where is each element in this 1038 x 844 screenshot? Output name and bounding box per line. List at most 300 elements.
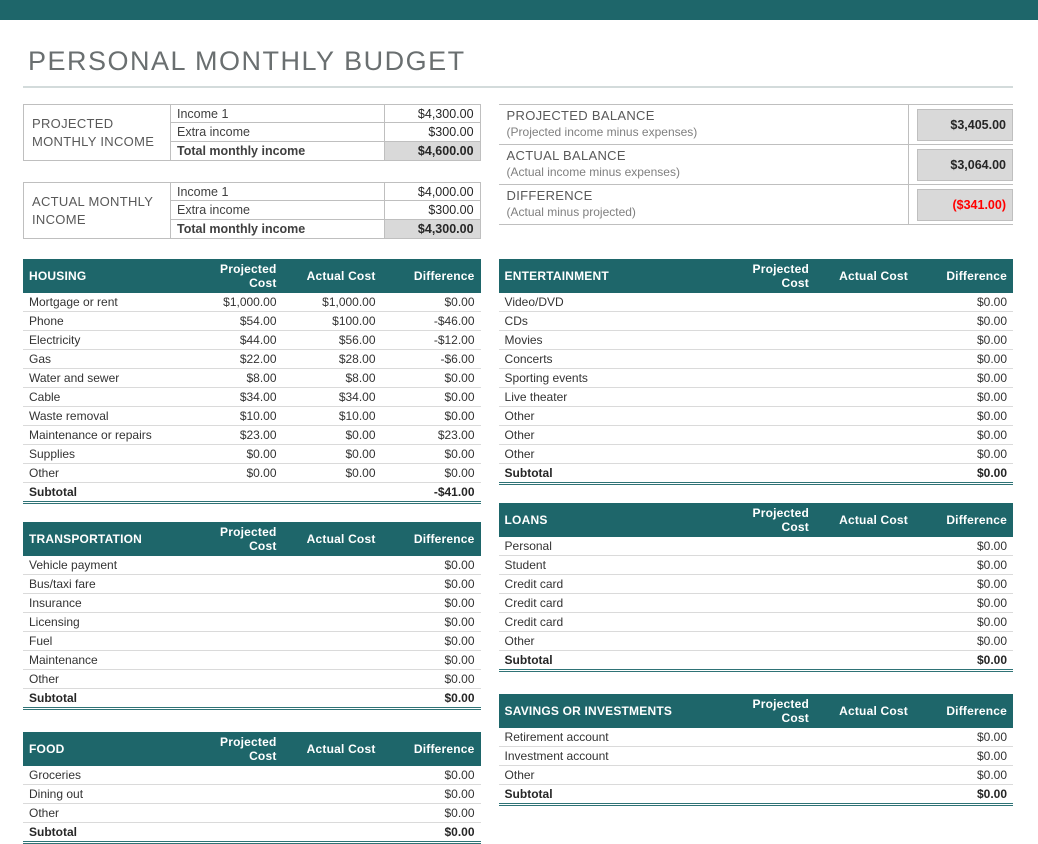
table-row [23, 594, 481, 613]
difference-cell[interactable]: $0.00 [382, 594, 481, 613]
difference-cell[interactable]: $0.00 [914, 369, 1013, 388]
table-row [499, 537, 1013, 556]
item-label-cell[interactable]: Other [499, 766, 716, 785]
subtotal-difference-cell[interactable]: $0.00 [382, 823, 481, 843]
projected-balance-value[interactable]: $3,405.00 [917, 109, 1013, 141]
subtotal-difference-cell[interactable]: -$41.00 [382, 483, 481, 503]
subtotal-row [23, 689, 481, 709]
difference-cell[interactable]: $0.00 [382, 293, 481, 312]
subtotal-difference-cell[interactable]: $0.00 [914, 464, 1013, 484]
income-label-cell[interactable]: Income 1 [171, 104, 385, 123]
projected-cost-cell[interactable] [184, 804, 283, 823]
table-row [23, 331, 481, 350]
subtotal-projected-cell[interactable] [716, 785, 815, 805]
actual-balance-value[interactable]: $3,064.00 [917, 149, 1013, 181]
item-label-cell[interactable]: Maintenance or repairs [23, 426, 184, 445]
actual-cost-cell[interactable]: $10.00 [283, 407, 382, 426]
difference-desc: (Actual minus projected) [506, 205, 636, 219]
difference-cell[interactable]: $0.00 [382, 464, 481, 483]
item-label-cell[interactable]: Other [23, 804, 184, 823]
subtotal-actual-cell[interactable] [815, 785, 914, 805]
subtotal-row [499, 464, 1013, 484]
subtotal-actual-cell[interactable] [283, 483, 382, 503]
projected-cost-cell[interactable] [716, 632, 815, 651]
column-projected-cost: Projected Cost [184, 732, 283, 766]
actual-cost-cell[interactable] [815, 426, 914, 445]
projected-cost-cell[interactable]: $23.00 [184, 426, 283, 445]
projected-income-block [23, 104, 481, 161]
column-projected-cost: Projected Cost [184, 522, 283, 556]
table-header-row [23, 732, 481, 766]
difference-cell[interactable]: $0.00 [914, 350, 1013, 369]
item-label-cell[interactable]: Concerts [499, 350, 716, 369]
table-header-row [499, 694, 1013, 728]
table-row [499, 331, 1013, 350]
actual-cost-cell[interactable] [283, 785, 382, 804]
income-label-cell[interactable]: Extra income [171, 123, 385, 142]
actual-cost-cell[interactable] [283, 632, 382, 651]
table-row [499, 632, 1013, 651]
difference-cell[interactable]: $0.00 [382, 445, 481, 464]
table-row [23, 350, 481, 369]
income-label-cell[interactable]: Income 1 [171, 182, 385, 201]
projected-cost-cell[interactable] [716, 766, 815, 785]
projected-cost-cell[interactable] [716, 407, 815, 426]
difference-cell[interactable]: $0.00 [914, 766, 1013, 785]
difference-cell[interactable]: $0.00 [382, 388, 481, 407]
difference-label: DIFFERENCE [506, 188, 593, 203]
actual-cost-cell[interactable] [815, 312, 914, 331]
subtotal-label-cell: Subtotal [499, 464, 716, 484]
item-label-cell[interactable]: Credit card [499, 575, 716, 594]
top-accent-bar [0, 0, 1038, 20]
subtotal-actual-cell[interactable] [283, 823, 382, 843]
actual-cost-cell[interactable] [815, 613, 914, 632]
projected-cost-cell[interactable] [716, 537, 815, 556]
item-label-cell[interactable]: Gas [23, 350, 184, 369]
column-projected-cost: Projected Cost [184, 259, 283, 293]
projected-cost-cell[interactable] [716, 445, 815, 464]
item-label-cell[interactable]: Vehicle payment [23, 556, 184, 575]
item-label-cell[interactable]: Credit card [499, 613, 716, 632]
entertainment-title: ENTERTAINMENT [499, 259, 716, 293]
table-row [499, 575, 1013, 594]
item-label-cell[interactable]: Credit card [499, 594, 716, 613]
income-row [171, 201, 481, 220]
difference-cell[interactable]: $23.00 [382, 426, 481, 445]
loans-table [499, 503, 1013, 672]
actual-cost-cell[interactable]: $100.00 [283, 312, 382, 331]
difference-cell[interactable]: $0.00 [382, 785, 481, 804]
difference-row [499, 184, 1013, 225]
table-row [499, 445, 1013, 464]
actual-cost-cell[interactable] [283, 575, 382, 594]
projected-cost-cell[interactable]: $0.00 [184, 464, 283, 483]
actual-cost-cell[interactable] [815, 728, 914, 747]
column-projected-cost: Projected Cost [716, 503, 815, 537]
item-label-cell[interactable]: Movies [499, 331, 716, 350]
projected-cost-cell[interactable] [716, 388, 815, 407]
item-label-cell[interactable]: Phone [23, 312, 184, 331]
subtotal-projected-cell[interactable] [184, 483, 283, 503]
difference-cell[interactable]: $0.00 [382, 651, 481, 670]
projected-cost-cell[interactable] [184, 594, 283, 613]
item-label-cell[interactable]: Investment account [499, 747, 716, 766]
difference-cell[interactable]: $0.00 [914, 331, 1013, 350]
actual-cost-cell[interactable] [815, 293, 914, 312]
table-row [23, 785, 481, 804]
subtotal-label-cell: Subtotal [23, 689, 184, 709]
subtotal-projected-cell[interactable] [716, 651, 815, 671]
difference-text [499, 185, 909, 224]
difference-cell[interactable]: $0.00 [382, 613, 481, 632]
table-row [499, 426, 1013, 445]
table-row [499, 407, 1013, 426]
actual-cost-cell[interactable] [283, 766, 382, 785]
item-label-cell[interactable]: Student [499, 556, 716, 575]
savings-title: SAVINGS OR INVESTMENTS [499, 694, 716, 728]
transportation-table [23, 522, 481, 710]
subtotal-difference-cell[interactable]: $0.00 [914, 785, 1013, 805]
actual-income-block [23, 182, 481, 239]
item-label-cell[interactable]: Fuel [23, 632, 184, 651]
tables-section [23, 259, 1013, 844]
difference-cell[interactable]: -$46.00 [382, 312, 481, 331]
item-label-cell[interactable]: Other [499, 632, 716, 651]
subtotal-row [23, 483, 481, 503]
income-label-cell[interactable]: Extra income [171, 201, 385, 220]
transportation-title: TRANSPORTATION [23, 522, 184, 556]
projected-cost-cell[interactable] [716, 728, 815, 747]
projected-cost-cell[interactable]: $54.00 [184, 312, 283, 331]
housing-table [23, 259, 481, 504]
actual-cost-cell[interactable]: $0.00 [283, 426, 382, 445]
savings-table [499, 694, 1013, 806]
table-row [23, 632, 481, 651]
actual-cost-cell[interactable] [283, 651, 382, 670]
actual-cost-cell[interactable]: $0.00 [283, 464, 382, 483]
item-label-cell[interactable]: Bus/taxi fare [23, 575, 184, 594]
income-value-cell[interactable]: $300.00 [385, 123, 481, 142]
subtotal-row [499, 785, 1013, 805]
actual-cost-cell[interactable] [815, 747, 914, 766]
item-label-cell[interactable]: Mortgage or rent [23, 293, 184, 312]
column-difference: Difference [914, 259, 1013, 293]
entertainment-table [499, 259, 1013, 485]
projected-cost-cell[interactable]: $44.00 [184, 331, 283, 350]
difference-cell[interactable]: $0.00 [382, 407, 481, 426]
item-label-cell[interactable]: Groceries [23, 766, 184, 785]
income-value-cell[interactable]: $300.00 [385, 201, 481, 220]
item-label-cell[interactable]: Dining out [23, 785, 184, 804]
item-label-cell[interactable]: Electricity [23, 331, 184, 350]
actual-income-grid [171, 182, 481, 239]
housing-title: HOUSING [23, 259, 184, 293]
table-row [23, 312, 481, 331]
income-total-value-cell[interactable]: $4,300.00 [385, 220, 481, 239]
page-content [0, 46, 1038, 844]
actual-cost-cell[interactable] [815, 575, 914, 594]
food-table [23, 732, 481, 844]
projected-cost-cell[interactable]: $10.00 [184, 407, 283, 426]
income-row [171, 123, 481, 142]
table-row [499, 766, 1013, 785]
income-total-label-cell[interactable]: Total monthly income [171, 142, 385, 161]
subtotal-actual-cell[interactable] [815, 464, 914, 484]
projected-cost-cell[interactable] [716, 575, 815, 594]
item-label-cell[interactable]: Other [499, 426, 716, 445]
subtotal-projected-cell[interactable] [716, 464, 815, 484]
item-label-cell[interactable]: Other [499, 407, 716, 426]
actual-cost-cell[interactable] [815, 388, 914, 407]
tables-left-column [23, 259, 481, 844]
difference-cell[interactable]: $0.00 [914, 575, 1013, 594]
actual-cost-cell[interactable] [283, 670, 382, 689]
actual-balance-text [499, 145, 909, 184]
item-label-cell[interactable]: Maintenance [23, 651, 184, 670]
subtotal-label-cell: Subtotal [23, 823, 184, 843]
table-row [23, 464, 481, 483]
title-divider [23, 86, 1013, 88]
item-label-cell[interactable]: Waste removal [23, 407, 184, 426]
projected-cost-cell[interactable] [716, 594, 815, 613]
actual-income-title: ACTUAL MONTHLY INCOME [23, 182, 171, 239]
table-header-row [499, 503, 1013, 537]
subtotal-row [499, 651, 1013, 671]
projected-cost-cell[interactable] [184, 651, 283, 670]
column-actual-cost: Actual Cost [283, 259, 382, 293]
projected-cost-cell[interactable]: $22.00 [184, 350, 283, 369]
difference-value[interactable]: ($341.00) [917, 189, 1013, 221]
item-label-cell[interactable]: Live theater [499, 388, 716, 407]
actual-cost-cell[interactable] [815, 350, 914, 369]
item-label-cell[interactable]: Video/DVD [499, 293, 716, 312]
subtotal-difference-cell[interactable]: $0.00 [914, 651, 1013, 671]
projected-balance-label: PROJECTED BALANCE [506, 108, 655, 123]
subtotal-projected-cell[interactable] [184, 823, 283, 843]
difference-cell[interactable]: $0.00 [914, 388, 1013, 407]
column-actual-cost: Actual Cost [283, 522, 382, 556]
balance-column [499, 104, 1013, 225]
income-column [23, 104, 481, 239]
table-row [499, 594, 1013, 613]
table-row [23, 388, 481, 407]
page-title: PERSONAL MONTHLY BUDGET [28, 46, 466, 76]
actual-cost-cell[interactable]: $1,000.00 [283, 293, 382, 312]
item-label-cell[interactable]: Water and sewer [23, 369, 184, 388]
projected-cost-cell[interactable]: $8.00 [184, 369, 283, 388]
table-row [23, 293, 481, 312]
column-actual-cost: Actual Cost [283, 732, 382, 766]
actual-cost-cell[interactable] [283, 594, 382, 613]
column-difference: Difference [382, 259, 481, 293]
column-projected-cost: Projected Cost [716, 694, 815, 728]
actual-cost-cell[interactable] [815, 407, 914, 426]
projected-cost-cell[interactable] [716, 613, 815, 632]
table-row [23, 556, 481, 575]
actual-cost-cell[interactable] [815, 556, 914, 575]
table-row [499, 369, 1013, 388]
difference-cell[interactable]: $0.00 [382, 632, 481, 651]
projected-balance-desc: (Projected income minus expenses) [506, 125, 698, 139]
column-actual-cost: Actual Cost [815, 503, 914, 537]
difference-cell[interactable]: $0.00 [914, 445, 1013, 464]
item-label-cell[interactable]: Personal [499, 537, 716, 556]
column-difference: Difference [382, 522, 481, 556]
column-actual-cost: Actual Cost [815, 694, 914, 728]
projected-income-grid [171, 104, 481, 161]
table-row [499, 350, 1013, 369]
actual-cost-cell[interactable]: $0.00 [283, 445, 382, 464]
table-row [23, 575, 481, 594]
actual-cost-cell[interactable]: $8.00 [283, 369, 382, 388]
tables-right-column [499, 259, 1013, 806]
income-total-row [171, 142, 481, 161]
projected-income-title: PROJECTED MONTHLY INCOME [23, 104, 171, 161]
item-label-cell[interactable]: Retirement account [499, 728, 716, 747]
subtotal-label-cell: Subtotal [499, 651, 716, 671]
income-total-label-cell[interactable]: Total monthly income [171, 220, 385, 239]
income-row [171, 104, 481, 123]
projected-cost-cell[interactable] [716, 293, 815, 312]
actual-cost-cell[interactable]: $34.00 [283, 388, 382, 407]
projected-cost-cell[interactable] [716, 426, 815, 445]
difference-cell[interactable]: $0.00 [914, 747, 1013, 766]
difference-cell[interactable]: $0.00 [914, 613, 1013, 632]
column-projected-cost: Projected Cost [716, 259, 815, 293]
item-label-cell[interactable]: Sporting events [499, 369, 716, 388]
column-difference: Difference [914, 694, 1013, 728]
difference-cell[interactable]: -$6.00 [382, 350, 481, 369]
summary-section [23, 104, 1013, 239]
food-title: FOOD [23, 732, 184, 766]
difference-cell[interactable]: $0.00 [914, 728, 1013, 747]
item-label-cell[interactable]: Other [23, 464, 184, 483]
difference-cell[interactable]: $0.00 [382, 766, 481, 785]
difference-cell[interactable]: $0.00 [914, 407, 1013, 426]
actual-cost-cell[interactable] [815, 537, 914, 556]
difference-cell[interactable]: $0.00 [914, 594, 1013, 613]
table-row [499, 556, 1013, 575]
difference-cell[interactable]: $0.00 [914, 537, 1013, 556]
actual-balance-desc: (Actual income minus expenses) [506, 165, 680, 179]
subtotal-label-cell: Subtotal [499, 785, 716, 805]
actual-cost-cell[interactable] [283, 613, 382, 632]
item-label-cell[interactable]: Other [23, 670, 184, 689]
projected-cost-cell[interactable] [716, 312, 815, 331]
item-label-cell[interactable]: Licensing [23, 613, 184, 632]
projected-cost-cell[interactable] [184, 766, 283, 785]
table-row [499, 312, 1013, 331]
table-header-row [23, 522, 481, 556]
projected-cost-cell[interactable] [184, 556, 283, 575]
actual-cost-cell[interactable] [815, 594, 914, 613]
projected-cost-cell[interactable] [184, 785, 283, 804]
actual-cost-cell[interactable] [815, 632, 914, 651]
table-row [23, 651, 481, 670]
projected-cost-cell[interactable] [716, 369, 815, 388]
income-value-cell[interactable]: $4,300.00 [385, 104, 481, 123]
subtotal-actual-cell[interactable] [283, 689, 382, 709]
table-row [23, 369, 481, 388]
difference-cell[interactable]: $0.00 [382, 670, 481, 689]
actual-cost-cell[interactable]: $28.00 [283, 350, 382, 369]
difference-cell[interactable]: $0.00 [914, 632, 1013, 651]
projected-cost-cell[interactable] [184, 632, 283, 651]
balance-summary [499, 104, 1013, 225]
income-value-cell[interactable]: $4,000.00 [385, 182, 481, 201]
subtotal-actual-cell[interactable] [815, 651, 914, 671]
income-total-row [171, 220, 481, 239]
difference-cell[interactable]: $0.00 [382, 369, 481, 388]
income-total-value-cell[interactable]: $4,600.00 [385, 142, 481, 161]
projected-cost-cell[interactable] [184, 613, 283, 632]
item-label-cell[interactable]: Insurance [23, 594, 184, 613]
table-row [23, 613, 481, 632]
actual-balance-label: ACTUAL BALANCE [506, 148, 626, 163]
projected-cost-cell[interactable]: $0.00 [184, 445, 283, 464]
column-difference: Difference [382, 732, 481, 766]
difference-cell[interactable]: $0.00 [914, 556, 1013, 575]
projected-cost-cell[interactable] [716, 747, 815, 766]
projected-cost-cell[interactable] [184, 575, 283, 594]
item-label-cell[interactable]: Supplies [23, 445, 184, 464]
item-label-cell[interactable]: Other [499, 445, 716, 464]
loans-title: LOANS [499, 503, 716, 537]
table-row [23, 426, 481, 445]
actual-cost-cell[interactable] [815, 369, 914, 388]
projected-cost-cell[interactable]: $1,000.00 [184, 293, 283, 312]
projected-cost-cell[interactable] [184, 670, 283, 689]
projected-balance-text [499, 105, 909, 144]
table-header-row [499, 259, 1013, 293]
table-row [23, 766, 481, 785]
difference-cell[interactable]: $0.00 [914, 293, 1013, 312]
table-row [23, 804, 481, 823]
actual-cost-cell[interactable] [815, 766, 914, 785]
difference-cell[interactable]: $0.00 [382, 575, 481, 594]
actual-cost-cell[interactable] [815, 445, 914, 464]
item-label-cell[interactable]: CDs [499, 312, 716, 331]
subtotal-difference-cell[interactable]: $0.00 [382, 689, 481, 709]
difference-cell[interactable]: $0.00 [382, 556, 481, 575]
table-row [23, 407, 481, 426]
actual-balance-row [499, 144, 1013, 184]
table-row [499, 728, 1013, 747]
column-actual-cost: Actual Cost [815, 259, 914, 293]
actual-cost-cell[interactable] [815, 331, 914, 350]
table-row [23, 445, 481, 464]
table-row [499, 747, 1013, 766]
difference-cell[interactable]: -$12.00 [382, 331, 481, 350]
difference-cell[interactable]: $0.00 [914, 426, 1013, 445]
projected-cost-cell[interactable]: $34.00 [184, 388, 283, 407]
table-row [499, 388, 1013, 407]
subtotal-projected-cell[interactable] [184, 689, 283, 709]
item-label-cell[interactable]: Cable [23, 388, 184, 407]
subtotal-row [23, 823, 481, 843]
table-row [23, 670, 481, 689]
projected-cost-cell[interactable] [716, 556, 815, 575]
difference-cell[interactable]: $0.00 [914, 312, 1013, 331]
column-difference: Difference [914, 503, 1013, 537]
projected-cost-cell[interactable] [716, 350, 815, 369]
actual-cost-cell[interactable] [283, 804, 382, 823]
difference-cell[interactable]: $0.00 [382, 804, 481, 823]
actual-cost-cell[interactable]: $56.00 [283, 331, 382, 350]
actual-cost-cell[interactable] [283, 556, 382, 575]
projected-cost-cell[interactable] [716, 331, 815, 350]
